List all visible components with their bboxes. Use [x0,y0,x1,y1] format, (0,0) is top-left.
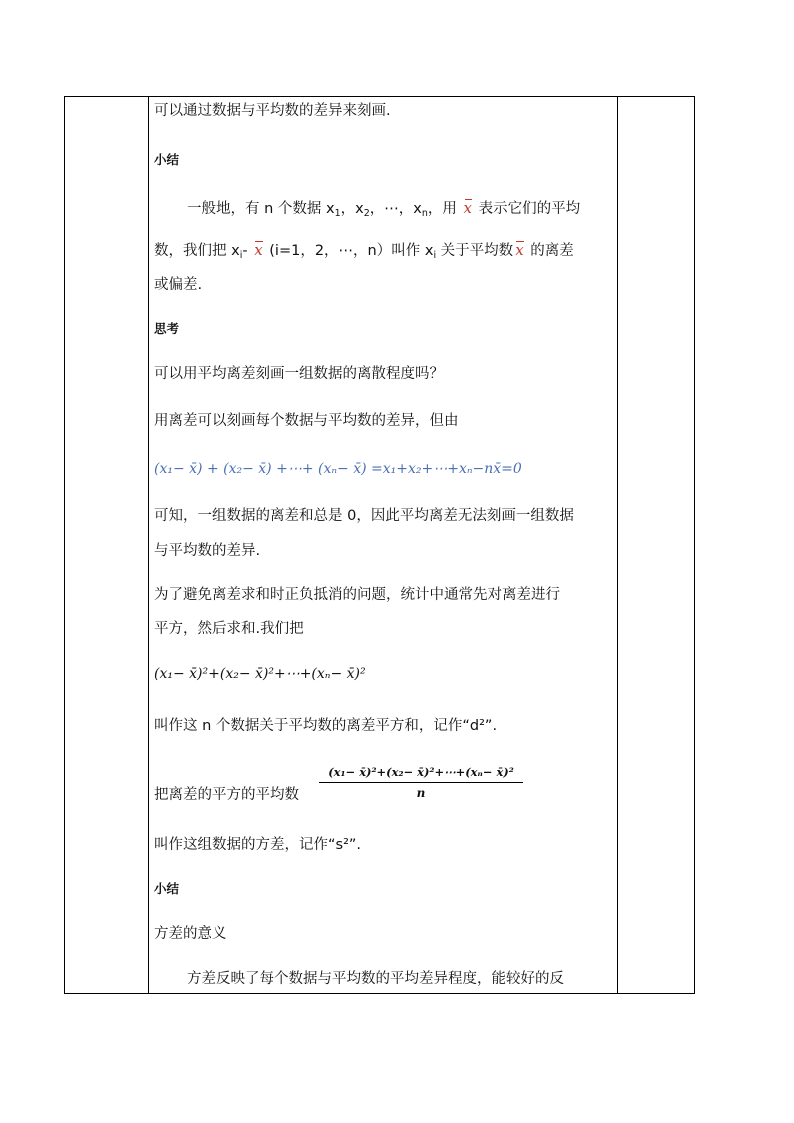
text-line: 方差反映了每个数据与平均数的平均差异程度，能较好的反 [187,971,564,987]
x-bar-symbol: x [254,241,263,259]
formula-deviation-sum: (x₁− x̄) + (x₂− x̄) +⋯+ (xₙ− x̄) =x₁+x₂+⋯+xₙ−nx̄=0 [154,461,522,477]
formula-squared-sum: (x₁− x̄)²+(x₂− x̄)²+⋯+(xₙ− x̄)² [154,666,366,682]
text-line: 把离差的平方的平均数 [154,787,299,803]
section-heading-think: 思考 [154,321,180,336]
text-line: 叫作这 n 个数据关于平均数的离差平方和，记作“d²”. [154,718,498,734]
text-line: 数，我们把 $x_i-$ x (i=1，2，⋯，n）叫作 $x_i$ 关于平均数 x 的离差 [154,241,574,261]
variance-fraction [319,765,523,800]
fraction-bar [319,782,523,783]
text-line: 方差的意义 [154,926,227,942]
document-table [64,96,695,994]
fraction-denominator: n [416,786,426,800]
content-cell [149,97,617,993]
section-heading-summary: 小结 [154,152,180,167]
text-line: 可以用平均离差刻画一组数据的离散程度吗？ [154,366,444,382]
column-divider-2 [617,97,618,993]
text-line: 用离差可以刻画每个数据与平均数的差异，但由 [154,413,459,429]
text-line: 为了避免离差求和时正负抵消的问题，统计中通常先对离差进行 [154,587,560,603]
fraction-numerator: (x₁− x̄)²+(x₂− x̄)²+⋯+(xₙ− x̄)² [328,765,514,779]
text-line: 与平均数的差异. [154,543,261,559]
x-bar-symbol: x [515,241,524,259]
x-bar-symbol: x [463,199,472,217]
text-line: 或偏差. [154,277,203,293]
section-heading-summary: 小结 [154,881,180,896]
text-line: 可以通过数据与平均数的差异来刻画. [154,103,391,119]
text-line: 一般地，有 n 个数据 $x_1$，$x_2$，⋯，$x_n$，用 x 表示它们的平均 [187,199,581,219]
text-line: 平方，然后求和.我们把 [154,621,304,637]
text-line: 可知，一组数据的离差和总是 0，因此平均离差无法刻画一组数据 [154,508,574,524]
text-line: 叫作这组数据的方差，记作“s²”. [154,837,361,853]
